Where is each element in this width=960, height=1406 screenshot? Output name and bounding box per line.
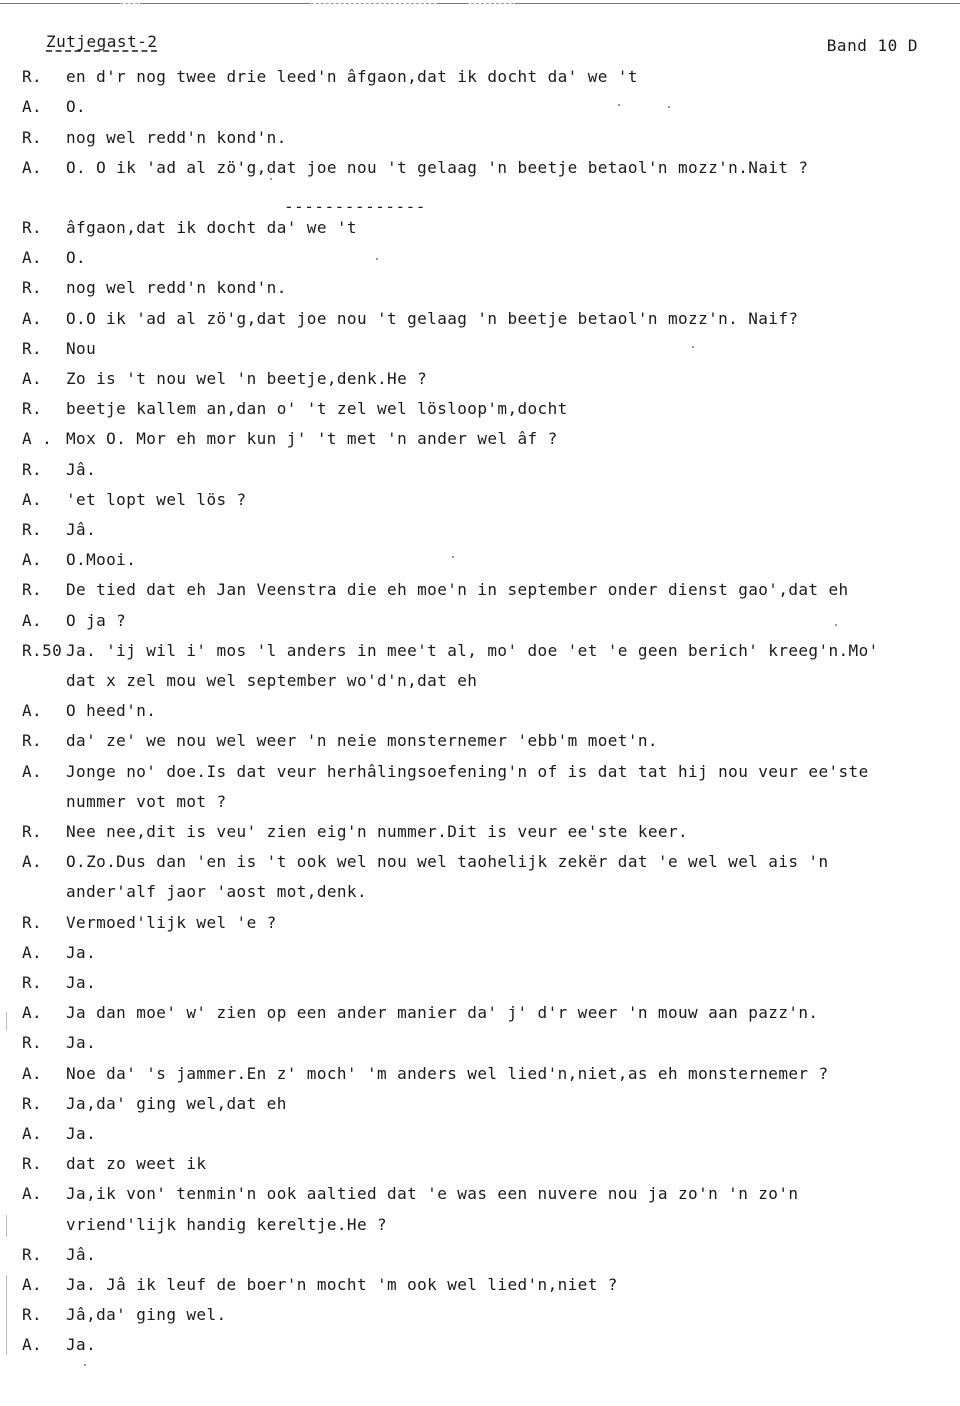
speaker-label: R.: [22, 580, 43, 600]
scan-edge-mark: [6, 1275, 7, 1355]
utterance-text: Jâ.: [66, 1244, 97, 1264]
transcript-line: [0, 1059, 960, 1089]
transcript-line: [0, 877, 960, 907]
utterance-text: en d'r nog twee drie leed'n âfgaon,dat ik docht da' we 't: [66, 67, 638, 86]
utterance-text: beetje kallem an,dan o' 't zel wel lösloop'm,docht: [66, 399, 568, 419]
transcript-line: [0, 243, 960, 273]
speaker-label: A.: [22, 1184, 43, 1204]
utterance-text: O.Mooi.: [66, 550, 137, 570]
document-title: Zutjegast-2: [46, 32, 158, 51]
utterance-text: âfgaon,dat ik docht da' we 't: [66, 218, 357, 237]
speaker-label: A.: [22, 1124, 43, 1143]
transcript-line: [0, 998, 960, 1028]
transcript-line: [0, 92, 960, 122]
transcript-line: [0, 273, 960, 303]
utterance-text: Ja.: [66, 1033, 97, 1053]
speaker-label: R.: [22, 459, 43, 479]
scan-speck: [452, 556, 454, 558]
transcript-line: [0, 1089, 960, 1119]
transcript-line: [0, 726, 960, 756]
utterance-text: Ja.: [66, 1124, 97, 1143]
speaker-label: A.: [22, 1275, 43, 1294]
utterance-text: Nou: [66, 338, 97, 358]
speaker-label: R.: [22, 278, 43, 298]
speaker-label: A.: [22, 761, 43, 781]
transcript-line: [0, 1300, 960, 1330]
utterance-text: Ja.: [66, 973, 97, 992]
section-separator: --------------: [284, 197, 426, 216]
scan-speck: [270, 178, 272, 180]
transcript-line: [0, 213, 960, 243]
utterance-text: Ja,da' ging wel,dat eh: [66, 1093, 287, 1113]
utterance-text: Ja dan moe' w' zien op een ander manier da' j' d'r weer 'n mouw aan pazz'n.: [66, 1003, 819, 1023]
scan-speck: [835, 624, 837, 626]
utterance-text: Ja.: [66, 1335, 97, 1355]
utterance-text: dat x zel mou wel september wo'd'n,dat eh: [66, 671, 478, 690]
transcript-line: [0, 1119, 960, 1149]
utterance-text: nog wel redd'n kond'n.: [66, 127, 287, 147]
utterance-text: nog wel redd'n kond'n.: [66, 278, 287, 298]
speaker-label: R.: [22, 731, 43, 751]
speaker-label: A.: [22, 248, 43, 268]
speaker-label: A.: [22, 489, 43, 509]
transcript-line: [0, 575, 960, 605]
transcript-line: [0, 62, 960, 92]
utterance-text: O.O ik 'ad al zö'g,dat joe nou 't gelaag 'n beetje betaol'n mozz'n. Naif?: [66, 308, 799, 328]
transcript-line: [0, 1028, 960, 1058]
speaker-label: R.: [22, 822, 43, 841]
transcript-line: [0, 455, 960, 485]
utterance-text: Noe da' 's jammer.En z' moch' 'm anders wel lied'n,niet,as eh monsternemer ?: [66, 1063, 829, 1083]
utterance-text: Nee nee,dit is veu' zien eig'n nummer.Dit is veur ee'ste keer.: [66, 822, 689, 841]
utterance-text: Jâ,da' ging wel.: [66, 1305, 227, 1325]
transcript-line: [0, 485, 960, 515]
speaker-label: A .: [22, 429, 53, 449]
speaker-label: R.: [22, 973, 43, 992]
speaker-label: R.: [22, 1244, 43, 1264]
band-label: Band 10 D: [826, 36, 918, 55]
utterance-text: O. O ik 'ad al zö'g,dat joe nou 't gelaag 'n beetje betaol'n mozz'n.Nait ?: [66, 157, 809, 177]
speaker-label: R.: [22, 1154, 43, 1174]
speaker-label: R.50: [22, 640, 63, 660]
speaker-label: A.: [22, 1003, 43, 1023]
utterance-text: 'et lopt wel lös ?: [66, 489, 247, 509]
transcript-line: [0, 515, 960, 545]
transcript-line: [0, 938, 960, 968]
utterance-text: O.: [66, 97, 87, 117]
transcript-line: [0, 666, 960, 696]
utterance-text: Ja.: [66, 942, 97, 962]
transcript-line: [0, 1240, 960, 1270]
transcript-line: [0, 606, 960, 636]
speaker-label: R.: [22, 218, 43, 237]
utterance-text: O ja ?: [66, 610, 127, 630]
utterance-text: Ja. 'ij wil i' mos 'l anders in mee't al, mo' doe 'et 'e geen berich' kreeg'n.Mo': [66, 640, 879, 660]
scan-speck: [668, 106, 670, 108]
speaker-label: A.: [22, 1063, 43, 1083]
transcript-line: [0, 1330, 960, 1360]
transcript-line: [0, 424, 960, 454]
utterance-text: dat zo weet ik: [66, 1154, 207, 1174]
transcript-line: [0, 1179, 960, 1209]
utterance-text: vriend'lijk handig kereltje.He ?: [66, 1214, 388, 1234]
utterance-text: De tied dat eh Jan Veenstra die eh moe'n in september onder dienst gao',dat eh: [66, 580, 849, 600]
speaker-label: A.: [22, 852, 43, 872]
transcript-line: [0, 1149, 960, 1179]
transcript-line: [0, 968, 960, 998]
transcript-line: [0, 847, 960, 877]
speaker-label: R.: [22, 338, 43, 358]
transcript-line: [0, 908, 960, 938]
speaker-label: R.: [22, 67, 43, 86]
transcript-line: [0, 696, 960, 726]
transcript-line: [0, 1210, 960, 1240]
transcript-line: [0, 636, 960, 666]
transcript-line: [0, 153, 960, 183]
transcript-line: [0, 334, 960, 364]
utterance-text: Mox O. Mor eh mor kun j' 't met 'n ander wel âf ?: [66, 429, 558, 449]
speaker-label: A.: [22, 701, 43, 721]
transcript-line: [0, 787, 960, 817]
speaker-label: A.: [22, 308, 43, 328]
transcript-line: [0, 545, 960, 575]
transcript-line: [0, 817, 960, 847]
utterance-text: nummer vot mot ?: [66, 791, 227, 811]
speaker-label: A.: [22, 369, 43, 388]
utterance-text: Jonge no' doe.Is dat veur herhâlingsoefening'n of is dat tat hij nou veur ee'ste: [66, 761, 869, 781]
utterance-text: ander'alf jaor 'aost mot,denk.: [66, 882, 367, 902]
speaker-label: R.: [22, 1305, 43, 1325]
utterance-text: O heed'n.: [66, 701, 157, 721]
speaker-label: R.: [22, 912, 43, 932]
scan-edge-mark: [6, 1215, 7, 1237]
scan-speck: [84, 1364, 86, 1366]
speaker-label: R.: [22, 520, 43, 539]
speaker-label: A.: [22, 97, 43, 117]
utterance-text: Zo is 't nou wel 'n beetje,denk.He ?: [66, 369, 428, 388]
transcript-line: [0, 123, 960, 153]
speaker-label: A.: [22, 550, 43, 570]
utterance-text: O.Zo.Dus dan 'en is 't ook wel nou wel taohelijk zekër dat 'e wel wel ais 'n: [66, 852, 829, 872]
scan-edge-top: [0, 3, 960, 8]
utterance-text: Jâ.: [66, 520, 97, 539]
speaker-label: A.: [22, 610, 43, 630]
transcript-line: [0, 757, 960, 787]
scan-edge-mark: [6, 1012, 7, 1030]
utterance-text: Jâ.: [66, 459, 97, 479]
transcript-line: [0, 1270, 960, 1300]
speaker-label: R.: [22, 399, 43, 419]
speaker-label: R.: [22, 1093, 43, 1113]
transcript-line: [0, 394, 960, 424]
transcript-line: [0, 364, 960, 394]
speaker-label: R.: [22, 127, 43, 147]
scan-speck: [692, 346, 694, 348]
scan-speck: [376, 258, 378, 260]
utterance-text: Ja. Jâ ik leuf de boer'n mocht 'm ook wel lied'n,niet ?: [66, 1275, 618, 1294]
utterance-text: O.: [66, 248, 87, 268]
speaker-label: R.: [22, 1033, 43, 1053]
utterance-text: Vermoed'lijk wel 'e ?: [66, 912, 277, 932]
transcript-line: [0, 304, 960, 334]
speaker-label: A.: [22, 157, 43, 177]
speaker-label: A.: [22, 942, 43, 962]
speaker-label: A.: [22, 1335, 43, 1355]
scan-speck: [618, 104, 620, 106]
utterance-text: Ja,ik von' tenmin'n ook aaltied dat 'e was een nuvere nou ja zo'n 'n zo'n: [66, 1184, 799, 1204]
utterance-text: da' ze' we nou wel weer 'n neie monsternemer 'ebb'm moet'n.: [66, 731, 658, 751]
